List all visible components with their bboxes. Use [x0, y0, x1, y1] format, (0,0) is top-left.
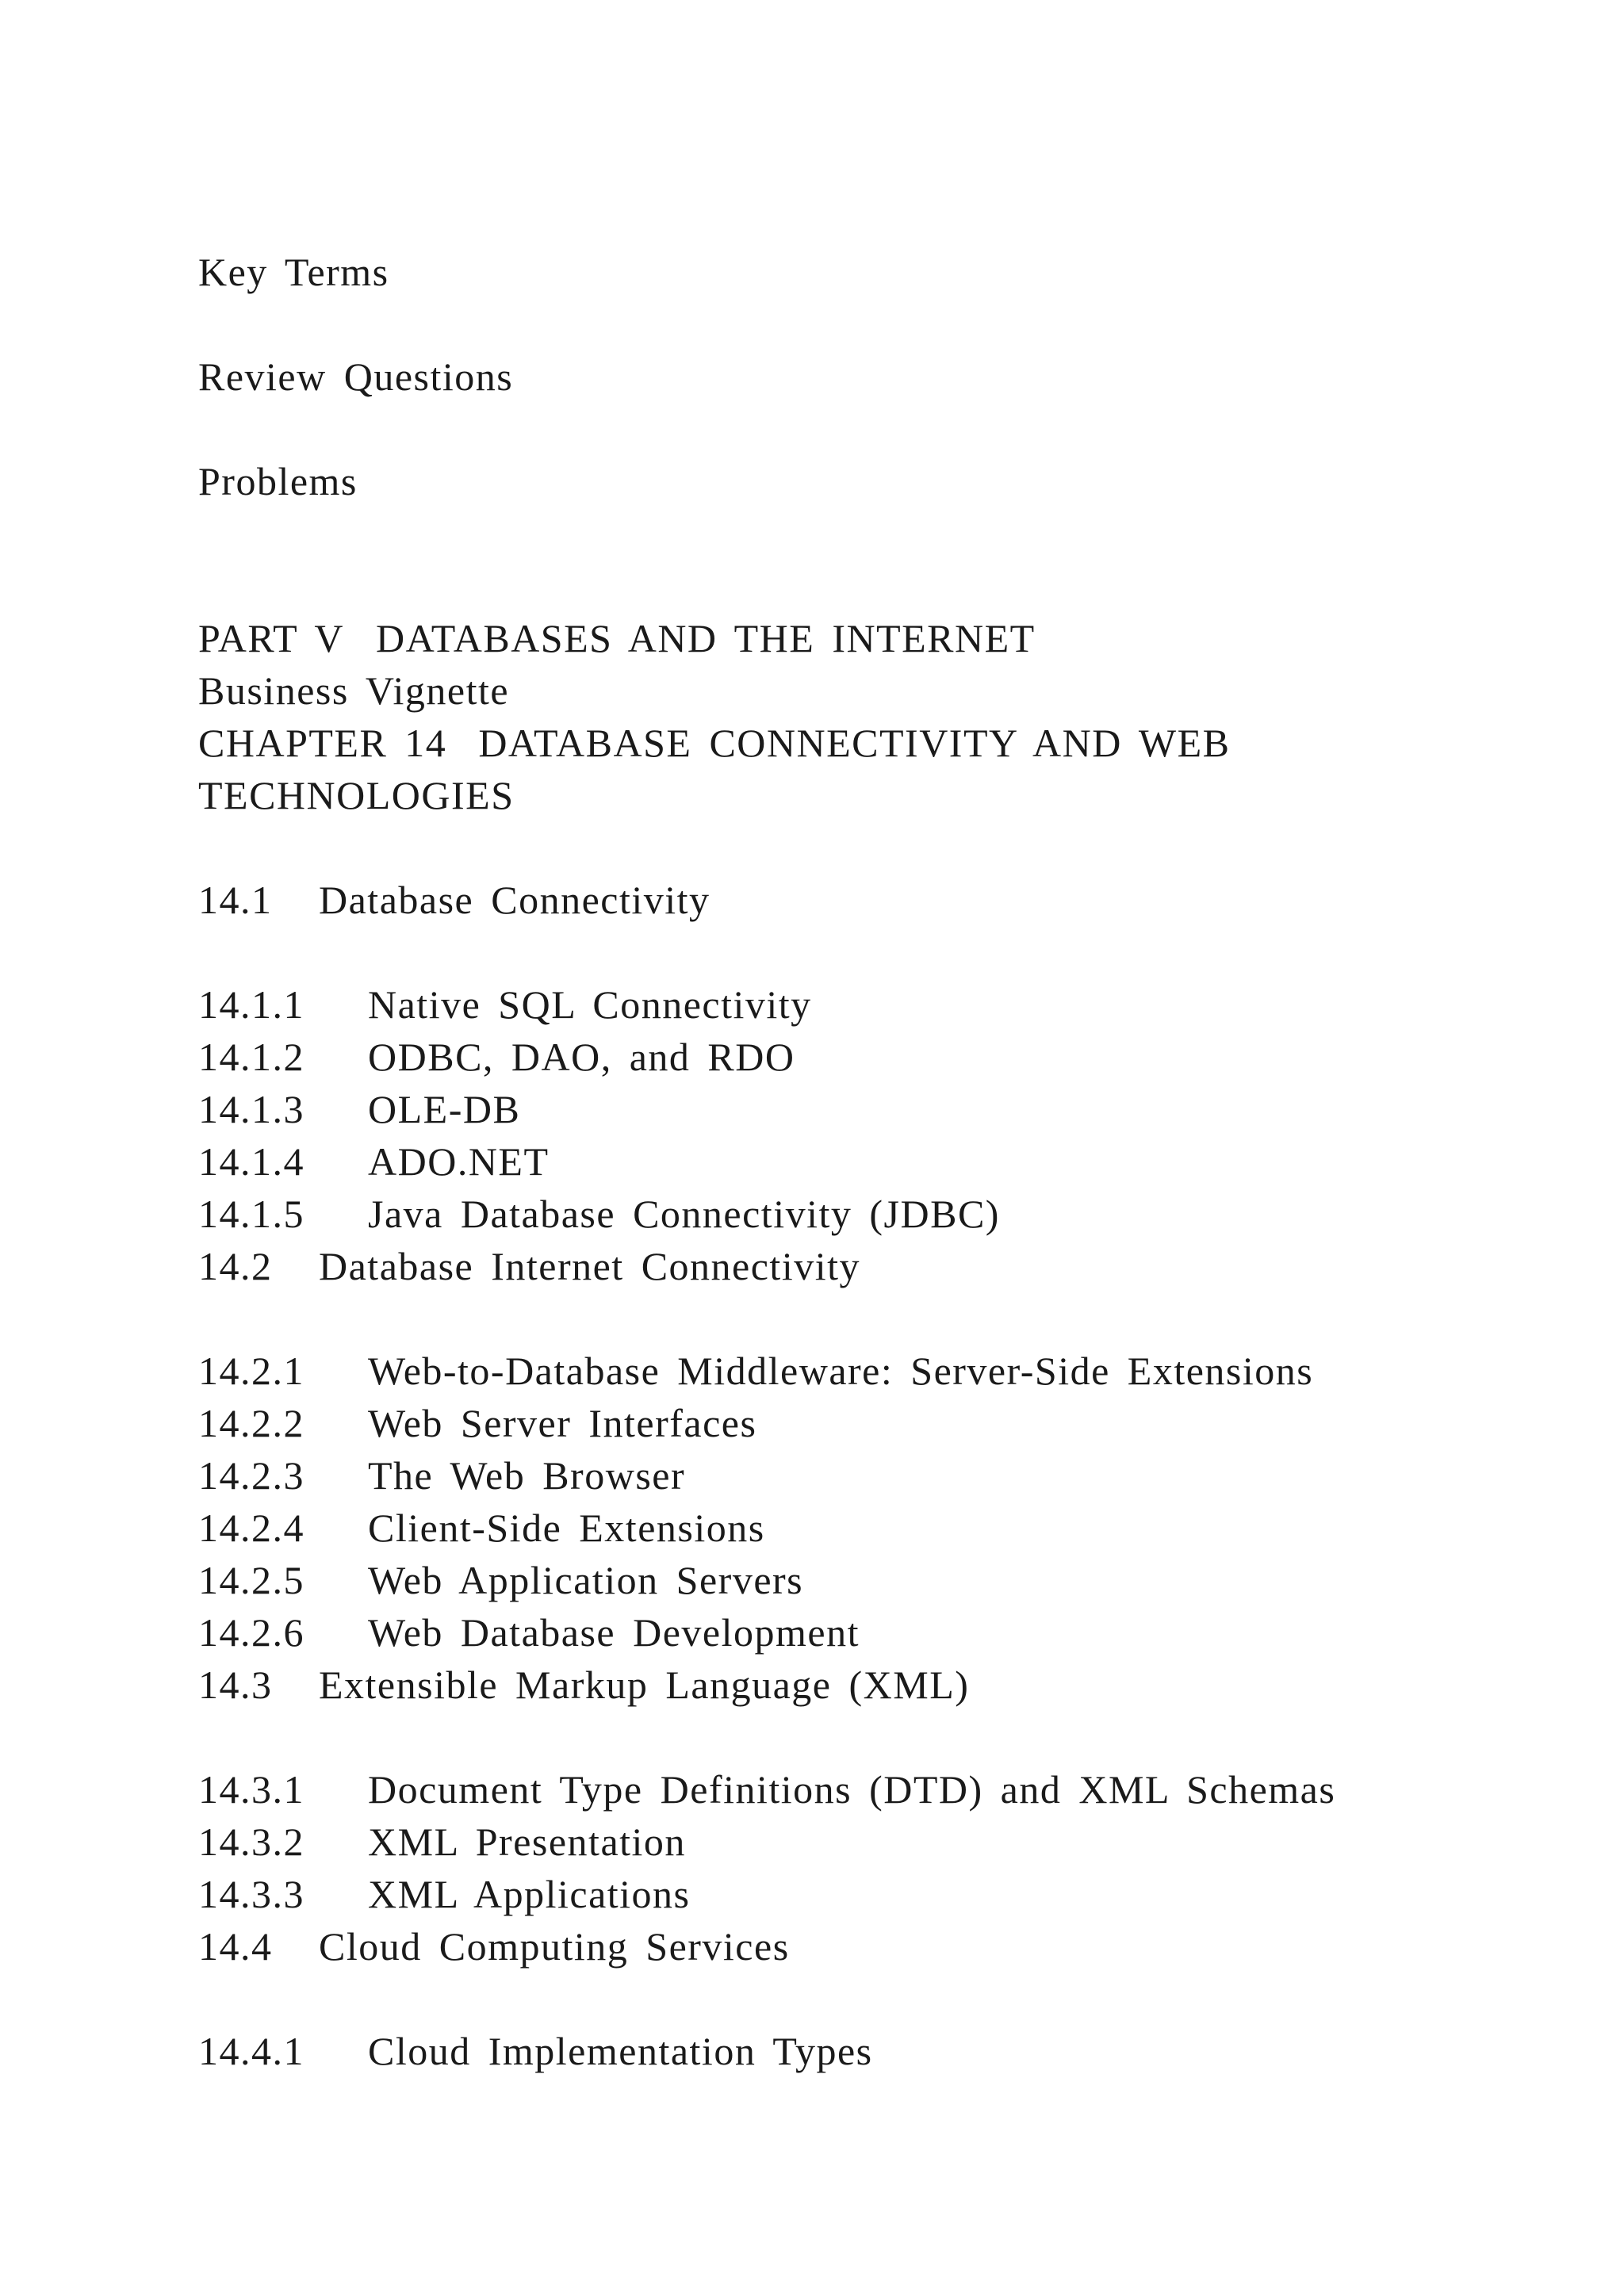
subsection-number: 14.1.5	[198, 1192, 304, 1236]
subsection-title: ODBC, DAO, and RDO	[368, 1035, 795, 1079]
toc-subsection	[198, 2031, 873, 2071]
section-number: 14.4	[198, 1924, 273, 1969]
subsection-number: 14.1.3	[198, 1087, 304, 1131]
toc-subsection	[198, 1139, 550, 1184]
toc-section	[198, 1665, 969, 1705]
key-terms-heading: Key Terms	[198, 250, 389, 294]
subsection-title: Web Server Interfaces	[368, 1401, 757, 1445]
section-title: Database Internet Connectivity	[319, 1244, 860, 1288]
subsection-number: 14.2.2	[198, 1401, 304, 1445]
review-questions-heading: Review Questions	[198, 354, 514, 399]
chapter-title: DATABASE CONNECTIVITY AND WEB	[478, 721, 1231, 765]
subsection-title: Web Application Servers	[368, 1558, 804, 1602]
subsection-title: The Web Browser	[368, 1453, 686, 1498]
toc-subsection	[198, 1037, 795, 1077]
subsection-number: 14.3.1	[198, 1767, 304, 1812]
subsection-title: Native SQL Connectivity	[368, 982, 812, 1027]
subsection-number: 14.1.1	[198, 982, 304, 1027]
toc-subsection	[198, 1403, 756, 1443]
subsection-title: XML Applications	[368, 1872, 691, 1916]
part-title: DATABASES AND THE INTERNET	[376, 616, 1036, 660]
section-title: Database Connectivity	[319, 878, 710, 922]
chapter-heading	[198, 723, 1231, 763]
toc-subsection	[198, 1874, 691, 1914]
section-title: Cloud Computing Services	[319, 1924, 790, 1969]
section-number: 14.3	[198, 1663, 273, 1707]
subsection-title: Java Database Connectivity (JDBC)	[368, 1192, 1000, 1236]
subsection-title: Web-to-Database Middleware: Server-Side Extensions	[368, 1349, 1314, 1393]
business-vignette: Business Vignette	[198, 668, 510, 713]
toc-subsection	[198, 1560, 803, 1600]
subsection-number: 14.1.2	[198, 1035, 304, 1079]
toc-subsection	[198, 1351, 1313, 1391]
subsection-title: XML Presentation	[368, 1820, 686, 1864]
toc-subsection	[198, 1822, 686, 1862]
subsection-number: 14.2.3	[198, 1453, 304, 1498]
toc-subsection	[198, 982, 812, 1027]
part-heading	[198, 618, 1036, 658]
subsection-title: OLE-DB	[368, 1087, 521, 1131]
subsection-number: 14.2.6	[198, 1610, 304, 1655]
toc-section	[198, 1924, 790, 1969]
toc-subsection	[198, 1194, 1000, 1234]
subsection-number: 14.3.3	[198, 1872, 304, 1916]
chapter-label: CHAPTER 14	[198, 721, 447, 765]
toc-subsection	[198, 1089, 520, 1129]
subsection-title: Cloud Implementation Types	[368, 2029, 873, 2073]
subsection-title: ADO.NET	[368, 1139, 550, 1184]
part-label: PART V	[198, 616, 345, 660]
chapter-title-continued: TECHNOLOGIES	[198, 773, 515, 817]
subsection-number: 14.2.1	[198, 1349, 304, 1393]
toc-subsection	[198, 1508, 765, 1548]
subsection-number: 14.4.1	[198, 2029, 304, 2073]
toc-subsection	[198, 1453, 686, 1498]
subsection-number: 14.3.2	[198, 1820, 304, 1864]
toc-subsection	[198, 1767, 1336, 1812]
section-title: Extensible Markup Language (XML)	[319, 1663, 970, 1707]
subsection-title: Document Type Definitions (DTD) and XML Schemas	[368, 1767, 1336, 1812]
section-number: 14.2	[198, 1244, 273, 1288]
problems-heading: Problems	[198, 459, 358, 503]
subsection-number: 14.2.5	[198, 1558, 304, 1602]
section-number: 14.1	[198, 878, 273, 922]
subsection-number: 14.1.4	[198, 1139, 304, 1184]
toc-subsection	[198, 1610, 860, 1655]
toc-section	[198, 880, 710, 920]
subsection-number: 14.2.4	[198, 1506, 304, 1550]
subsection-title: Web Database Development	[368, 1610, 860, 1655]
subsection-title: Client-Side Extensions	[368, 1506, 765, 1550]
toc-section	[198, 1246, 860, 1286]
